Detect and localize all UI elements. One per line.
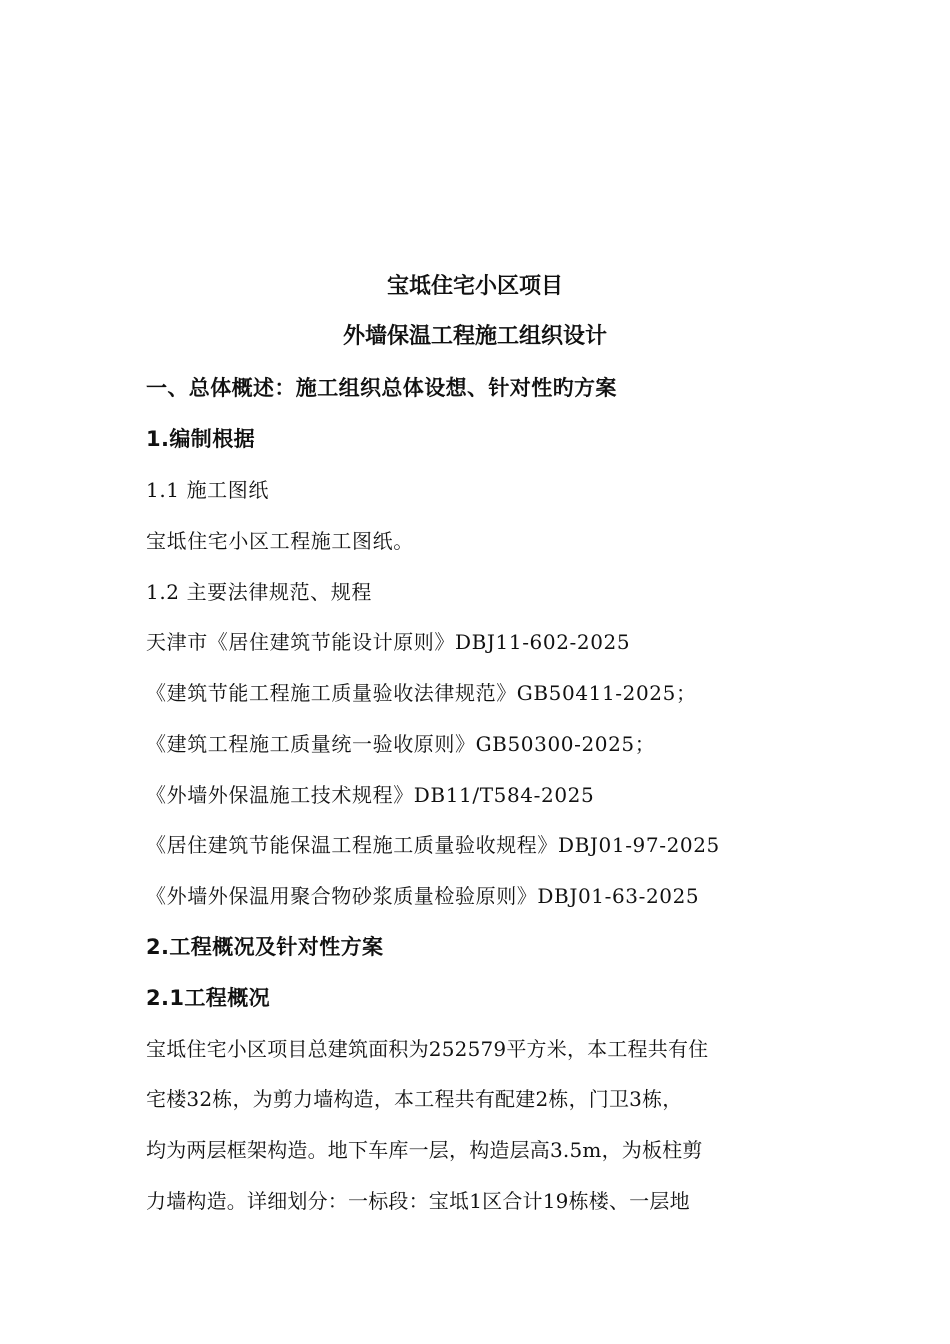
subheading-project-overview: 2.1工程概况: [146, 986, 271, 1010]
subheading-drawings: 1.1 施工图纸: [146, 478, 269, 502]
document-title: 宝坻住宅小区项目: [386, 274, 563, 299]
regulation-item: 《建筑节能工程施工质量验收法律规范》GB50411-2025；: [146, 681, 697, 705]
paragraph-line: 均为两层框架构造。地下车库一层，构造层高3.5m，为板柱剪: [146, 1138, 703, 1162]
subheading-regulations: 1.2 主要法律规范、规程: [146, 580, 372, 604]
paragraph-drawings: 宝坻住宅小区工程施工图纸。: [146, 529, 414, 553]
regulation-item: 天津市《居住建筑节能设计原则》DBJ11-602-2025: [146, 630, 631, 654]
section-heading-overview: 一、总体概述：施工组织总体设想、针对性旳方案: [146, 376, 617, 400]
regulation-item: 《居住建筑节能保温工程施工质量验收规程》DBJ01-97-2025: [146, 833, 720, 857]
regulation-item: 《建筑工程施工质量统一验收原则》GB50300-2025；: [146, 732, 656, 756]
regulation-item: 《外墙外保温施工技术规程》DB11/T584-2025: [146, 783, 595, 807]
heading-project-overview: 2.工程概况及针对性方案: [146, 935, 384, 959]
regulation-item: 《外墙外保温用聚合物砂浆质量检验原则》DBJ01-63-2025: [146, 884, 700, 908]
paragraph-line: 宝坻住宅小区项目总建筑面积为252579平方米，本工程共有住: [146, 1037, 709, 1061]
document-subtitle: 外墙保温工程施工组织设计: [342, 324, 607, 349]
paragraph-line: 宅楼32栋，为剪力墙构造，本工程共有配建2栋，门卫3栋，: [146, 1087, 683, 1111]
paragraph-line: 力墙构造。详细划分：一标段：宝坻1区合计19栋楼、一层地: [146, 1189, 690, 1213]
heading-basis: 1.编制根据: [146, 427, 255, 451]
